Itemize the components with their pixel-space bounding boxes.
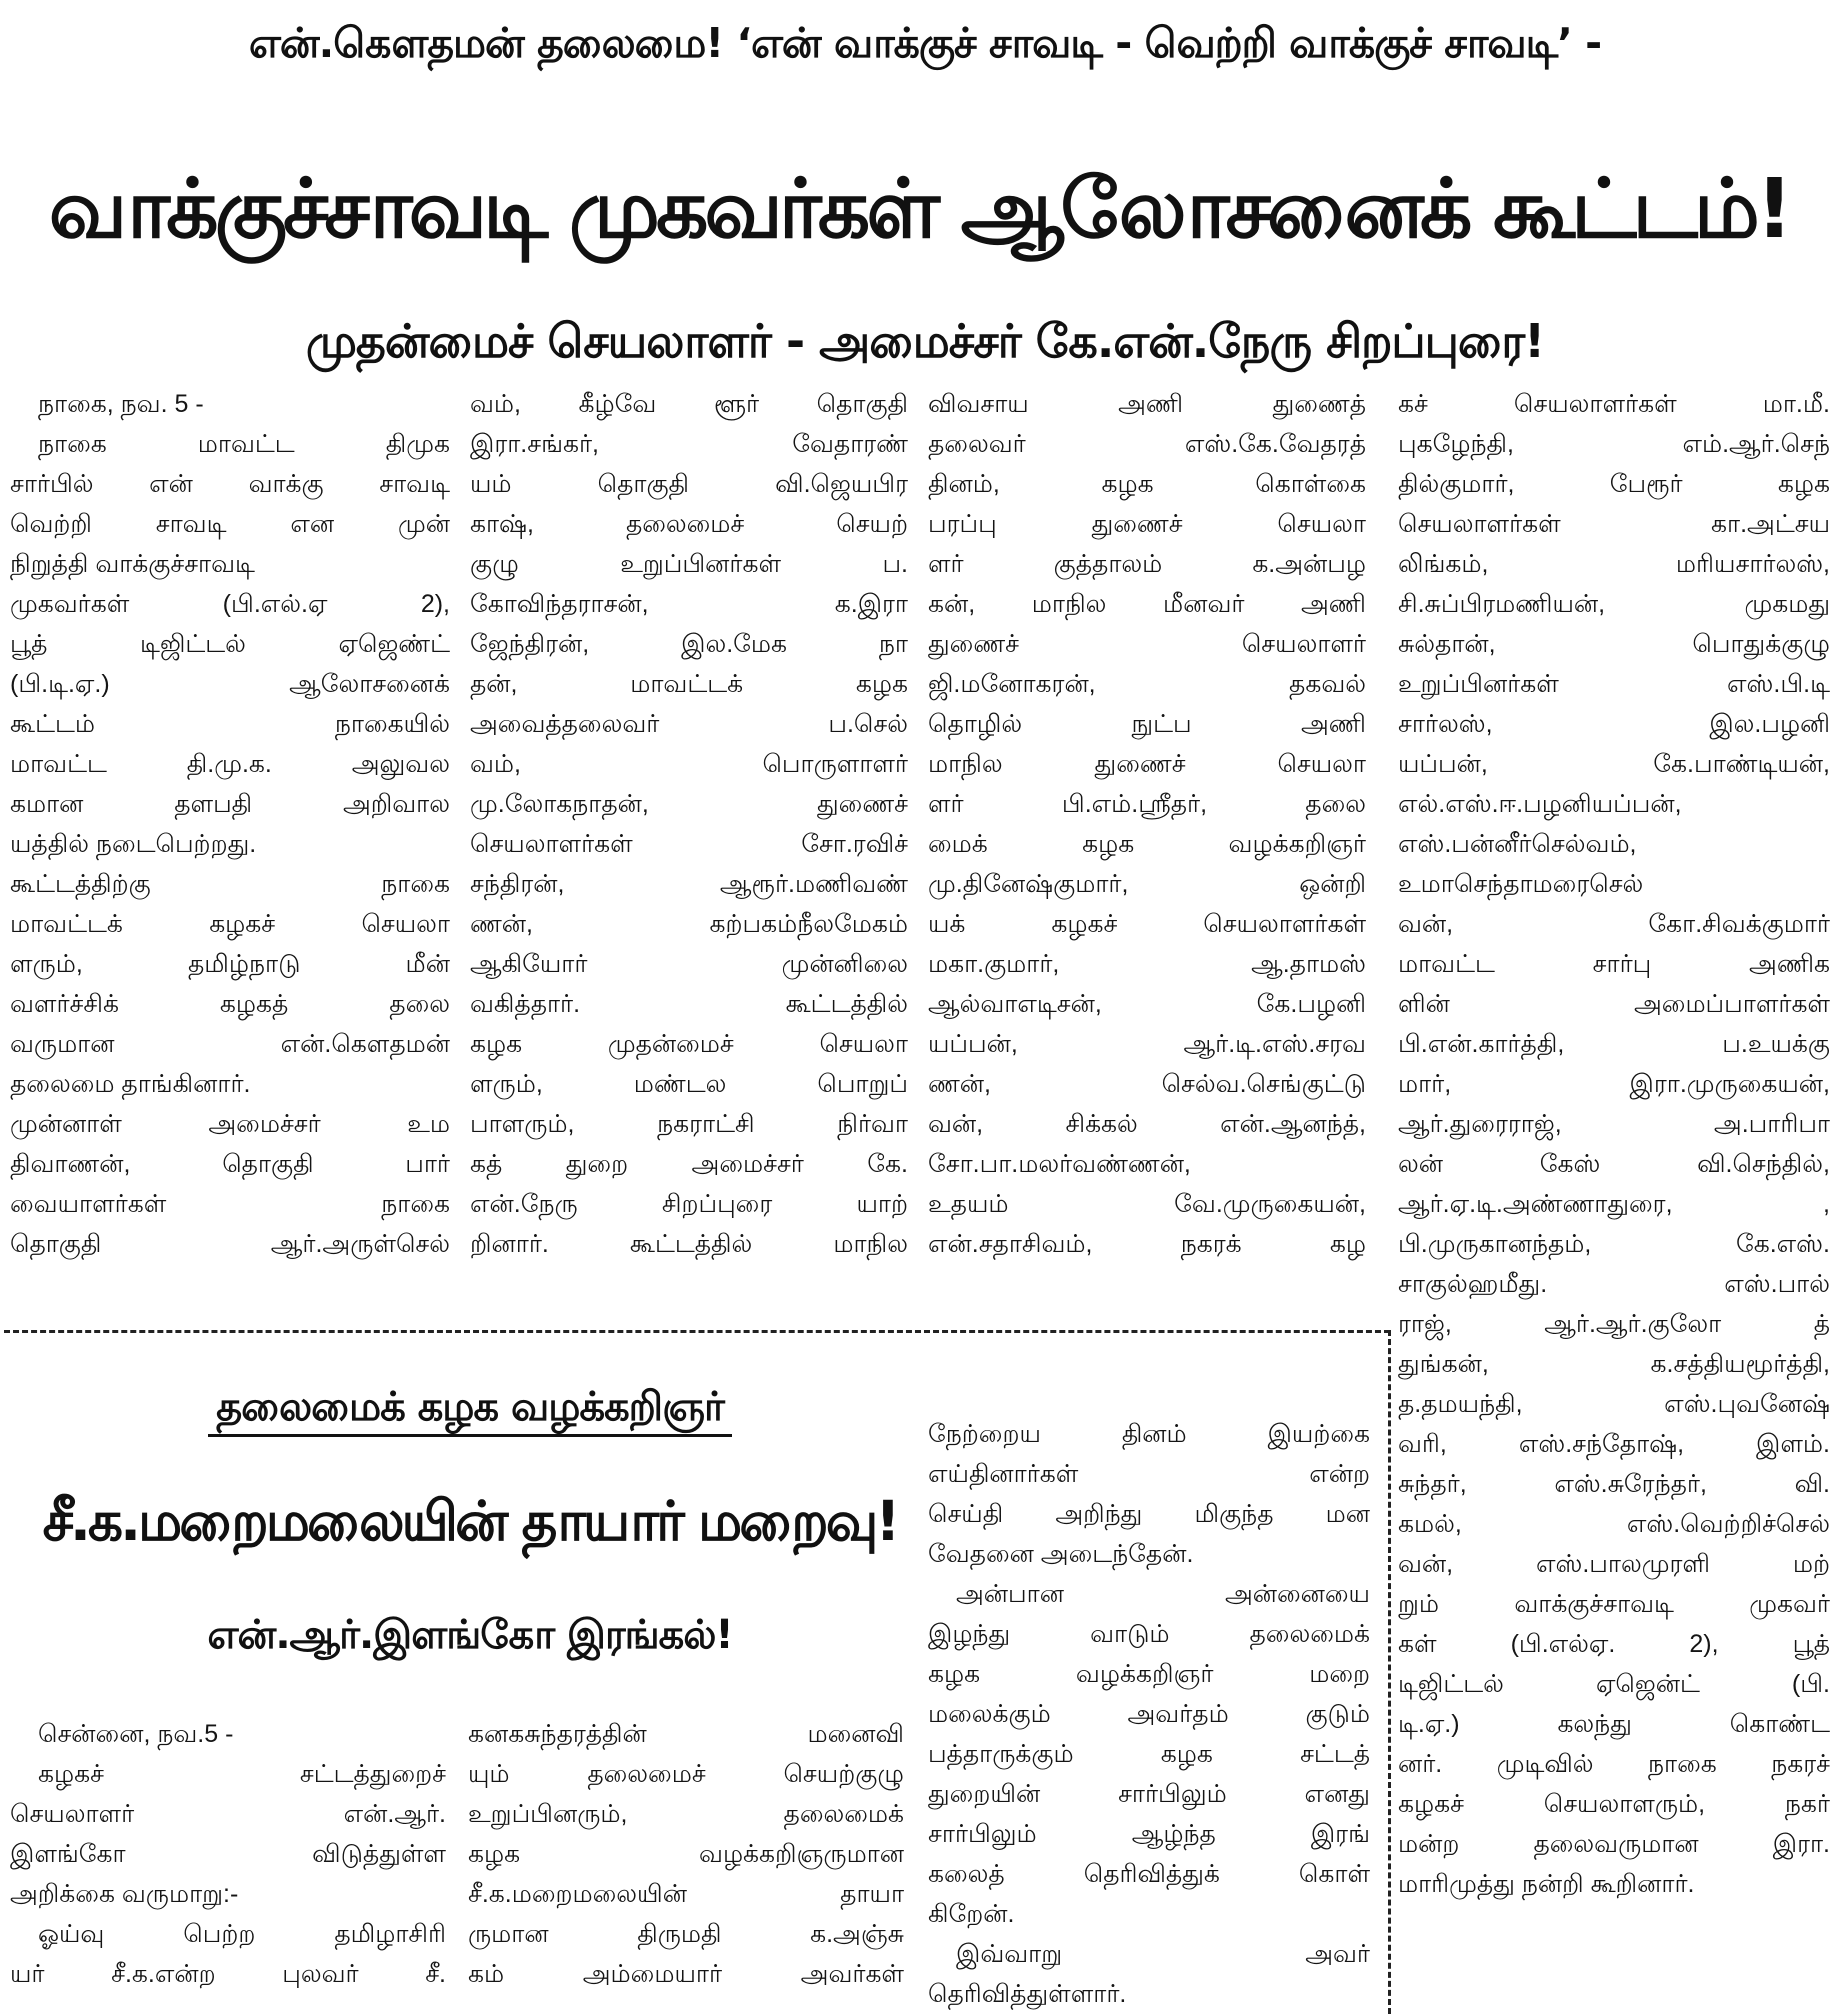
text-line: துறையின் சார்பிலும் எனது — [928, 1780, 1370, 1808]
text-line: உறுப்பினரும், தலைமைக் — [468, 1800, 904, 1828]
text-line: ஆகியோர் முன்னிலை — [470, 950, 908, 978]
text-line: துணைச் செயலாளர் — [928, 630, 1366, 658]
text-line: வன், கோ.சிவக்குமார் — [1398, 910, 1830, 938]
text-line: எல்.எஸ்.ஈ.பழனியப்பன், — [1398, 790, 1682, 818]
article-column-3 — [928, 384, 1366, 1264]
text-line: மாநில துணைச் செயலா — [928, 750, 1366, 778]
text-line: (பி.டி.ஏ.) ஆலோசனைக் — [10, 670, 450, 698]
text-line: பூத் டிஜிட்டல் ஏஜெண்ட் — [10, 630, 450, 658]
text-line: கன், மாநில மீனவர் அணி — [928, 590, 1366, 618]
text-line: நாகை மாவட்ட திமுக — [38, 430, 450, 458]
article-kicker: என்.கௌதமன் தலைமை! ‘என் வாக்குச் சாவடி - வெற்றி வாக்குச் சாவடி’ - — [248, 19, 1602, 67]
text-line: அவைத்தலைவர் ப.செல் — [470, 710, 908, 738]
text-line: ஜி.மனோகரன், தகவல் — [928, 670, 1366, 698]
text-line: கழக முதன்மைச் செயலா — [470, 1030, 908, 1058]
text-line: றினார். கூட்டத்தில் மாநில — [470, 1230, 908, 1258]
text-line: ஆர்.ஏ.டி.அண்ணாதுரை, , — [1398, 1190, 1830, 1218]
text-line: கழகச் செயலாளரும், நகர் — [1398, 1790, 1830, 1818]
text-line: தொழில் நுட்ப அணி — [928, 710, 1366, 738]
text-line: ளின் அமைப்பாளர்கள் — [1398, 990, 1830, 1018]
text-line: வரி, எஸ்.சந்தோஷ், இளம். — [1398, 1430, 1830, 1458]
text-line: னர். முடிவில் நாகை நகரச் — [1398, 1750, 1830, 1778]
text-line: என்.நேரு சிறப்புரை யாற் — [470, 1190, 908, 1218]
section-divider-horizontal — [4, 1330, 1390, 1333]
text-line: கழகச் சட்டத்துறைச் — [38, 1760, 446, 1788]
text-line: சந்திரன், ஆரூர்.மணிவண் — [470, 870, 908, 898]
text-line: சி.சுப்பிரமணியன், முகமது — [1398, 590, 1830, 618]
text-line: வன், எஸ்.பாலமுரளி மற் — [1398, 1550, 1830, 1578]
text-line: யக் கழகச் செயலாளர்கள் — [928, 910, 1366, 938]
obituary-column-3 — [928, 1414, 1370, 2014]
text-line: மாவட்டக் கழகச் செயலா — [10, 910, 450, 938]
obituary-kicker-text: தலைமைக் கழக வழக்கறிஞர் — [208, 1384, 732, 1437]
text-line: கனகசுந்தரத்தின் மனைவி — [468, 1720, 904, 1748]
text-line: மு.தினேஷ்குமார், ஒன்றி — [928, 870, 1366, 898]
text-line: வெற்றி சாவடி என முன் — [10, 510, 450, 538]
text-line: ஆர்.துரைராஜ், அ.பாரிபா — [1398, 1110, 1830, 1138]
text-line: வம், பொருளாளர் — [470, 750, 908, 778]
text-line: வன், சிக்கல் என்.ஆனந்த், — [928, 1110, 1366, 1138]
text-line: தில்குமார், பேரூர் கழக — [1398, 470, 1830, 498]
obituary-headline: சீ.க.மறைமலையின் தாயார் மறைவு! — [42, 1489, 898, 1553]
text-line: வையாளர்கள் நாகை — [10, 1190, 450, 1218]
text-line: நிறுத்தி வாக்குச்சாவடி — [10, 550, 255, 578]
text-line: யும் தலைமைச் செயற்குழு — [468, 1760, 904, 1788]
obituary-column-2 — [468, 1714, 904, 1994]
text-line: கமல், எஸ்.வெற்றிச்செல் — [1398, 1510, 1830, 1538]
text-line: காஷ், தலைமைச் செயற் — [470, 510, 908, 538]
text-line: மாவட்ட சார்பு அணிக — [1398, 950, 1830, 978]
text-line: வகித்தார். கூட்டத்தில் — [470, 990, 908, 1018]
text-line: வம், கீழ்வே ளூர் தொகுதி — [470, 390, 908, 418]
text-line: செய்தி அறிந்து மிகுந்த மன — [928, 1500, 1370, 1528]
text-line: சென்னை, நவ.5 - — [38, 1720, 234, 1748]
text-line: மைக் கழக வழக்கறிஞர் — [928, 830, 1366, 858]
text-line: கச் செயலாளர்கள் மா.மீ. — [1398, 390, 1830, 418]
text-line: சார்பிலும் ஆழ்ந்த இரங் — [928, 1820, 1370, 1848]
text-line: ணன், செல்வ.செங்குட்டு — [928, 1070, 1366, 1098]
text-line: நேற்றைய தினம் இயற்கை — [928, 1420, 1370, 1448]
text-line: டி.ஏ.) கலந்து கொண்ட — [1398, 1710, 1830, 1738]
text-line: யப்பன், கே.பாண்டியன், — [1398, 750, 1830, 778]
text-line: சோ.பா.மலர்வண்ணன், — [928, 1150, 1191, 1178]
text-line: உறுப்பினர்கள் எஸ்.பி.டி — [1398, 670, 1830, 698]
text-line: ஓய்வு பெற்ற தமிழாசிரி — [38, 1920, 446, 1948]
text-line: அன்பான அன்னையை — [956, 1580, 1370, 1608]
text-line: சீ.க.மறைமலையின் தாயா — [468, 1880, 904, 1908]
text-line: லிங்கம், மரியசார்லஸ், — [1398, 550, 1830, 578]
text-line: சார்லஸ், இல.பழனி — [1398, 710, 1830, 738]
text-line: வளர்ச்சிக் கழகத் தலை — [10, 990, 450, 1018]
text-line: முன்னாள் அமைச்சர் உம — [10, 1110, 450, 1138]
text-line: மார், இரா.முருகையன், — [1398, 1070, 1830, 1098]
text-line: கழக வழக்கறிஞர் மறை — [928, 1660, 1370, 1688]
text-line: எஸ்.பன்னீர்செல்வம், — [1398, 830, 1637, 858]
text-line: தொகுதி ஆர்.அருள்செல் — [10, 1230, 450, 1258]
article-subhead: முதன்மைச் செயலாளர் - அமைச்சர் கே.என்.நேரு சிறப்புரை! — [305, 314, 1545, 368]
text-line: சார்பில் என் வாக்கு சாவடி — [10, 470, 450, 498]
text-line: மகா.குமார், ஆ.தாமஸ் — [928, 950, 1366, 978]
text-line: தெரிவித்துள்ளார். — [928, 1980, 1127, 2008]
text-line: ருமான திருமதி க.அஞ்சு — [468, 1920, 904, 1948]
text-line: செயலாளர் என்.ஆர். — [10, 1800, 446, 1828]
article-column-2 — [470, 384, 908, 1264]
text-line: ளர் குத்தாலம் க.அன்பழ — [928, 550, 1366, 578]
text-line: ஜேந்திரன், இல.மேக நா — [470, 630, 908, 658]
text-line: தலைவர் எஸ்.கே.வேதரத் — [928, 430, 1366, 458]
text-line: யத்தில் நடைபெற்றது. — [10, 830, 257, 858]
text-line: ராஜ், ஆர்.ஆர்.குலோ த் — [1398, 1310, 1830, 1338]
text-line: குழு உறுப்பினர்கள் ப. — [470, 550, 908, 578]
text-line: கம் அம்மையார் அவர்கள் — [468, 1960, 904, 1988]
text-line: கூட்டத்திற்கு நாகை — [10, 870, 450, 898]
text-line: உமாசெந்தாமரைசெல் — [1398, 870, 1644, 898]
text-line: மாவட்ட தி.மு.க. அலுவல — [10, 750, 450, 778]
text-line: மன்ற தலைவருமான இரா. — [1398, 1830, 1830, 1858]
article-column-4 — [1398, 384, 1830, 1904]
obituary-subhead: என்.ஆர்.இளங்கோ இரங்கல்! — [207, 1612, 733, 1658]
text-line: பி.என்.கார்த்தி, ப.உயக்கு — [1398, 1030, 1830, 1058]
text-line: செயலாளர்கள் சோ.ரவிச் — [470, 830, 908, 858]
article-headline: வாக்குச்சாவடி முகவர்கள் ஆலோசனைக் கூட்டம்! — [48, 162, 1790, 257]
text-line: கூட்டம் நாகையில் — [10, 710, 450, 738]
text-line: சுந்தர், எஸ்.சுரேந்தர், வி. — [1398, 1470, 1830, 1498]
text-line: கமான தளபதி அறிவால — [10, 790, 450, 818]
text-line: தினம், கழக கொள்கை — [928, 470, 1366, 498]
text-line: லன் கேஸ் வி.செந்தில், — [1398, 1150, 1830, 1178]
text-line: தன், மாவட்டக் கழக — [470, 670, 908, 698]
text-line: றும் வாக்குச்சாவடி முகவர் — [1398, 1590, 1830, 1618]
text-line: ஆல்வாஎடிசன், கே.பழனி — [928, 990, 1366, 1018]
text-line: விவசாய அணி துணைத் — [928, 390, 1366, 418]
text-line: வருமான என்.கௌதமன் — [10, 1030, 450, 1058]
text-line: மு.லோகநாதன், துணைச் — [470, 790, 908, 818]
text-line: கள் (பி.எல்ஏ. 2), பூத் — [1398, 1630, 1830, 1658]
text-line: பாளரும், நகராட்சி நிர்வா — [470, 1110, 908, 1138]
text-line: டிஜிட்டல் ஏஜென்ட் (பி. — [1398, 1670, 1830, 1698]
text-line: யப்பன், ஆர்.டி.எஸ்.சரவ — [928, 1030, 1366, 1058]
text-line: எய்தினார்கள் என்ற — [928, 1460, 1370, 1488]
text-line: பரப்பு துணைச் செயலா — [928, 510, 1366, 538]
text-line: துங்கன், க.சத்தியமூர்த்தி, — [1398, 1350, 1830, 1378]
text-line: த.தமயந்தி, எஸ்.புவனேஷ் — [1398, 1390, 1830, 1418]
text-line: முகவர்கள் (பி.எல்.ஏ 2), — [10, 590, 450, 618]
text-line: மாரிமுத்து நன்றி கூறினார். — [1398, 1870, 1695, 1898]
text-line: அறிக்கை வருமாறு:- — [10, 1880, 239, 1908]
text-line: கழக வழக்கறிஞருமான — [468, 1840, 904, 1868]
text-line: ளரும், தமிழ்நாடு மீன் — [10, 950, 450, 978]
text-line: பத்தாருக்கும் கழக சட்டத் — [928, 1740, 1370, 1768]
text-line: இழந்து வாடும் தலைமைக் — [928, 1620, 1370, 1648]
text-line: என்.சதாசிவம், நகரக் கழ — [928, 1230, 1366, 1258]
text-line: நாகை, நவ. 5 - — [38, 390, 204, 418]
text-line: கலைத் தெரிவித்துக் கொள் — [928, 1860, 1370, 1888]
article-column-1 — [10, 384, 450, 1264]
text-line: திவாணன், தொகுதி பார் — [10, 1150, 450, 1178]
text-line: கோவிந்தராசன், க.இரா — [470, 590, 908, 618]
text-line: தலைமை தாங்கினார். — [10, 1070, 251, 1098]
text-line: பி.முருகானந்தம், கே.எஸ். — [1398, 1230, 1830, 1258]
obituary-kicker — [20, 1372, 920, 1442]
text-line: இளங்கோ விடுத்துள்ள — [10, 1840, 446, 1868]
text-line: யர் சீ.க.என்ற புலவர் சீ. — [10, 1960, 446, 1988]
section-divider-vertical — [1388, 1330, 1391, 2014]
text-line: வேதனை அடைந்தேன். — [928, 1540, 1194, 1568]
text-line: ணன், கற்பகம்நீலமேகம் — [470, 910, 908, 938]
text-line: செயலாளர்கள் கா.அட்சய — [1398, 510, 1830, 538]
obituary-column-1 — [10, 1714, 446, 1994]
text-line: மலைக்கும் அவர்தம் குடும் — [928, 1700, 1370, 1728]
text-line: கத் துறை அமைச்சர் கே. — [470, 1150, 908, 1178]
text-line: யம் தொகுதி வி.ஜெயபிர — [470, 470, 908, 498]
text-line: கிறேன். — [928, 1900, 1015, 1928]
text-line: ளர் பி.எம்.ஸ்ரீதர், தலை — [928, 790, 1366, 818]
text-line: இவ்வாறு அவர் — [956, 1940, 1370, 1968]
text-line: புகழேந்தி, எம்.ஆர்.செந் — [1398, 430, 1830, 458]
text-line: உதயம் வே.முருகையன், — [928, 1190, 1366, 1218]
text-line: சுல்தான், பொதுக்குழு — [1398, 630, 1830, 658]
text-line: ளரும், மண்டல பொறுப் — [470, 1070, 908, 1098]
text-line: சாகுல்ஹமீது. எஸ்.பால் — [1398, 1270, 1830, 1298]
text-line: இரா.சங்கர், வேதாரண் — [470, 430, 908, 458]
